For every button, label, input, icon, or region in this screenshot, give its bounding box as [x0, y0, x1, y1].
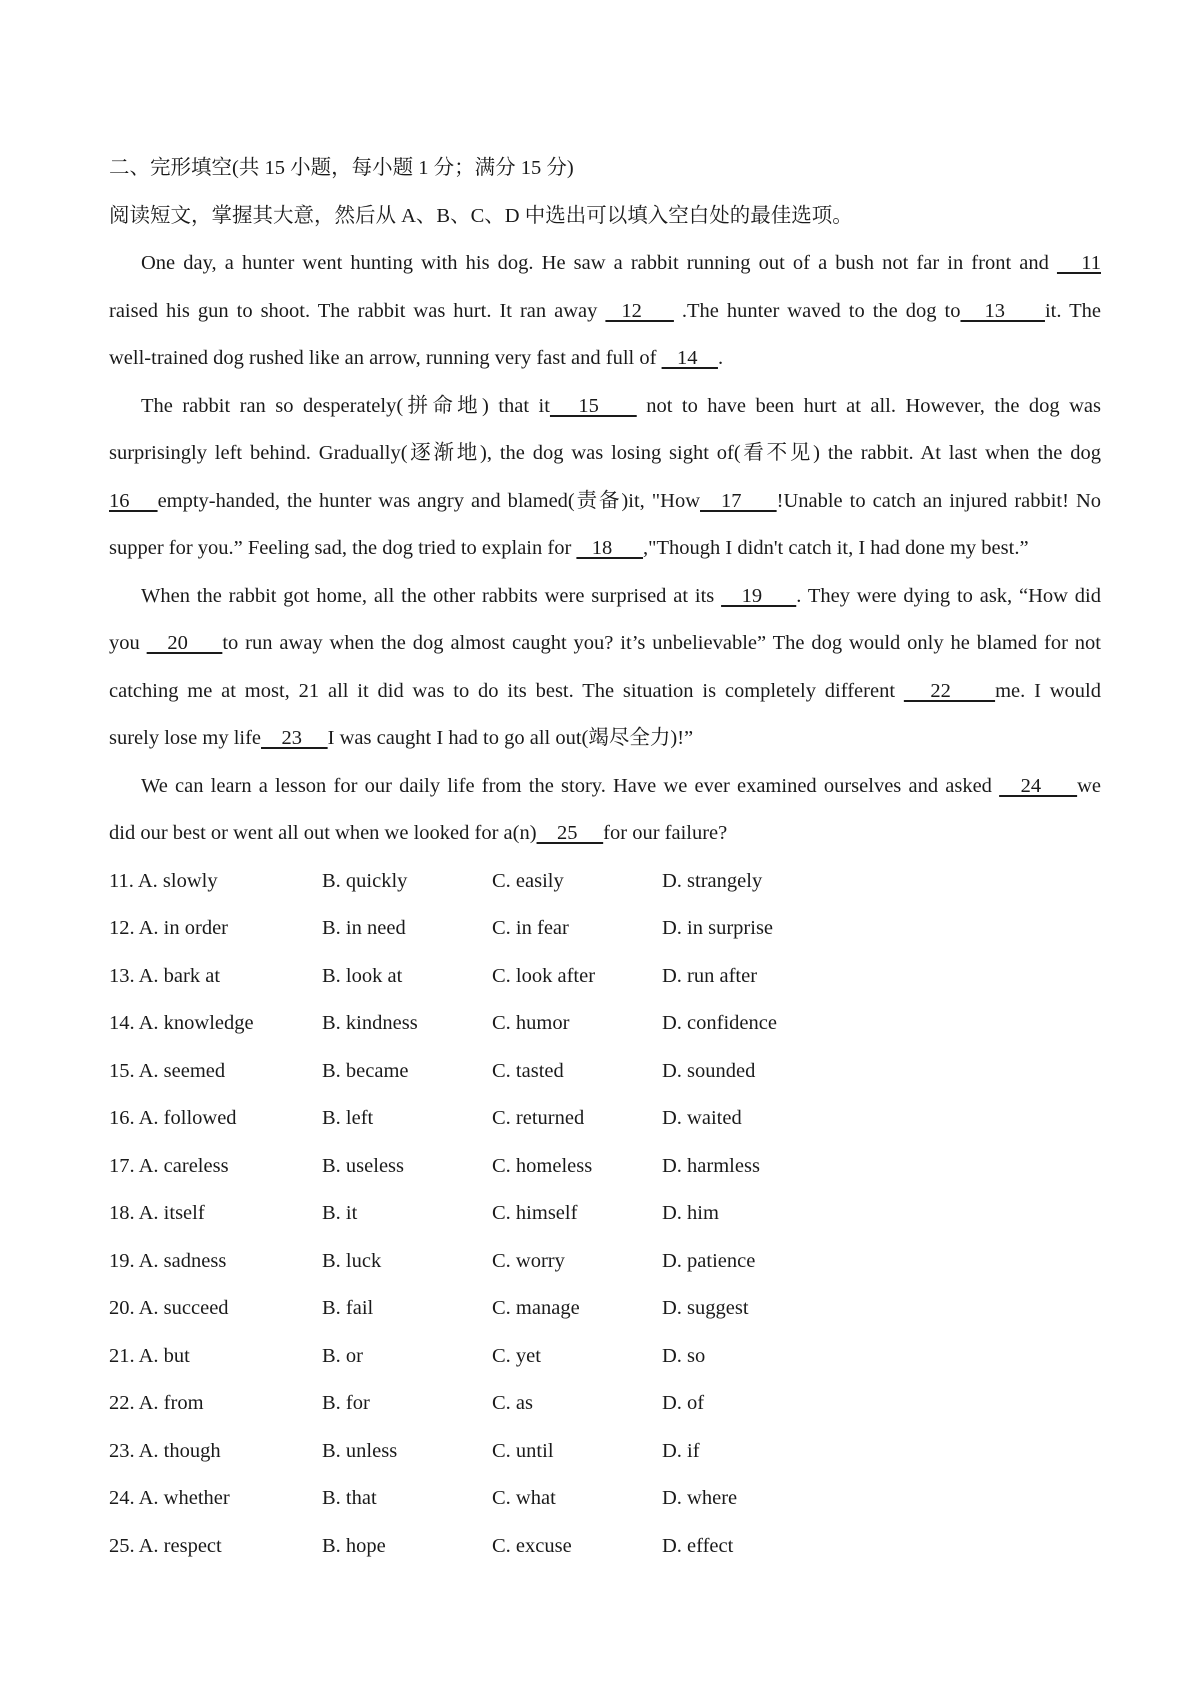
- option-c: C. worry: [492, 1249, 565, 1272]
- option-d: D. where: [662, 1487, 738, 1509]
- passage-text: surely lose my life: [109, 727, 262, 749]
- option-b: B. look at: [322, 964, 403, 987]
- option-a: 18. A. itself: [109, 1202, 205, 1224]
- option-d: D. patience: [662, 1249, 756, 1272]
- passage-line: [109, 525, 1101, 573]
- option-b: B. for: [322, 1392, 370, 1414]
- blank-18: 18: [576, 537, 644, 559]
- question-row: [109, 1238, 1101, 1286]
- option-d: D. confidence: [662, 1012, 777, 1034]
- question-row: [109, 953, 1101, 1001]
- passage-line: [109, 763, 1101, 811]
- question-row: [109, 1475, 1101, 1523]
- option-a: 23. A. though: [109, 1439, 221, 1462]
- option-a: 13. A. bark at: [109, 964, 221, 987]
- option-c: C. himself: [492, 1202, 578, 1224]
- option-b: B. it: [322, 1202, 358, 1224]
- question-row: [109, 1380, 1101, 1428]
- option-b: B. that: [322, 1487, 377, 1509]
- option-b: B. useless: [322, 1154, 404, 1177]
- passage-text: .: [717, 347, 724, 369]
- passage-text: supper for you.” Feeling sad, the dog tried to explain for: [109, 537, 577, 559]
- passage-line: [109, 240, 1101, 288]
- option-a: 11. A. slowly: [109, 869, 218, 892]
- option-c: C. tasted: [492, 1059, 564, 1082]
- option-b: B. kindness: [322, 1012, 418, 1034]
- option-a: 14. A. knowledge: [109, 1012, 254, 1034]
- passage-line: [109, 478, 1101, 526]
- option-c: C. easily: [492, 869, 564, 892]
- option-c: C. humor: [492, 1012, 570, 1034]
- option-d: D. in surprise: [662, 917, 774, 939]
- option-a: 19. A. sadness: [109, 1249, 227, 1272]
- option-b: B. became: [322, 1059, 409, 1082]
- question-row: [109, 1428, 1101, 1476]
- option-d: D. so: [662, 1344, 706, 1367]
- question-row: [109, 1285, 1101, 1333]
- option-b: B. quickly: [322, 869, 408, 892]
- option-d: D. effect: [662, 1534, 734, 1557]
- option-b: B. unless: [322, 1439, 398, 1462]
- passage-text: me. I would: [995, 679, 1102, 702]
- passage-line: [109, 810, 1101, 858]
- question-row: [109, 905, 1101, 953]
- blank-22: 22: [903, 679, 996, 702]
- option-b: B. left: [322, 1107, 374, 1129]
- question-options: [109, 858, 1101, 1571]
- passage-text: I was caught I had to go all out(竭尽全力)!”: [327, 727, 694, 749]
- passage-line: [109, 383, 1101, 431]
- option-a: 24. A. whether: [109, 1487, 230, 1509]
- passage-text: it. The: [1044, 299, 1101, 322]
- passage-text: One day, a hunter went hunting with his dog. He saw a rabbit running out of a bush not far in front and: [141, 252, 1057, 274]
- option-b: B. in need: [322, 917, 406, 939]
- question-row: [109, 1000, 1101, 1048]
- passage-text: you: [109, 632, 147, 654]
- blank-23: 23: [261, 727, 328, 749]
- blank-20: 20: [146, 632, 223, 654]
- passage-text: we: [1077, 774, 1102, 797]
- passage-line: [109, 288, 1101, 336]
- option-a: 16. A. followed: [109, 1107, 237, 1129]
- question-row: [109, 1190, 1101, 1238]
- cloze-passage: [109, 240, 1101, 858]
- option-d: D. suggest: [662, 1297, 749, 1319]
- option-a: 15. A. seemed: [109, 1059, 226, 1082]
- option-c: C. excuse: [492, 1534, 572, 1557]
- question-row: [109, 1333, 1101, 1381]
- passage-text: catching me at most, 21 all it did was to do its best. The situation is completely different: [109, 679, 904, 702]
- passage-line: [109, 668, 1101, 716]
- question-row: [109, 858, 1101, 906]
- passage-text: did our best or went all out when we looked for a(n): [109, 822, 537, 844]
- blank-15: 15: [549, 394, 637, 417]
- blank-12: 12: [605, 299, 674, 322]
- passage-line: [109, 620, 1101, 668]
- instructions: 阅读短文，掌握其大意，然后从 A、B、C、D 中选出可以填入空白处的最佳选项。: [109, 204, 853, 227]
- section-title: 二、完形填空(共 15 小题，每小题 1 分；满分 15 分): [109, 157, 574, 179]
- passage-text: surprisingly left behind. Gradually(逐渐地), the dog was losing sight of(看不见) the rabbit. At last when the dog: [109, 442, 1101, 464]
- question-row: [109, 1048, 1101, 1096]
- passage-text: .The hunter waved to the dog to: [673, 299, 961, 322]
- option-d: D. waited: [662, 1107, 742, 1129]
- option-c: C. as: [492, 1392, 533, 1414]
- passage-line: [109, 715, 1101, 763]
- option-c: C. yet: [492, 1344, 541, 1367]
- option-c: C. manage: [492, 1297, 580, 1319]
- option-d: D. harmless: [662, 1154, 760, 1177]
- passage-text: for our failure?: [603, 822, 728, 844]
- passage-text: to run away when the dog almost caught you? it’s unbelievable” The dog would only he blamed for not: [222, 632, 1102, 654]
- option-c: C. in fear: [492, 917, 569, 939]
- option-a: 22. A. from: [109, 1392, 204, 1414]
- question-row: [109, 1143, 1101, 1191]
- option-c: C. homeless: [492, 1154, 593, 1177]
- passage-text: We can learn a lesson for our daily life from the story. Have we ever examined ourselves and asked: [141, 774, 1000, 797]
- passage-text: ,"Though I didn't catch it, I had done my best.”: [643, 537, 1029, 559]
- option-d: D. him: [662, 1202, 719, 1224]
- option-d: D. strangely: [662, 869, 763, 892]
- blank-16: 16: [109, 489, 158, 512]
- option-b: B. hope: [322, 1534, 386, 1557]
- blank-25: 25: [536, 822, 604, 844]
- passage-text: . They were dying to ask, “How did: [796, 584, 1102, 607]
- option-b: B. fail: [322, 1297, 374, 1319]
- option-a: 25. A. respect: [109, 1534, 222, 1557]
- blank-19: 19: [721, 584, 797, 607]
- option-a: 20. A. succeed: [109, 1297, 229, 1319]
- option-b: B. luck: [322, 1249, 382, 1272]
- option-a: 21. A. but: [109, 1344, 190, 1367]
- passage-line: [109, 573, 1101, 621]
- passage-line: [109, 335, 1101, 383]
- option-a: 12. A. in order: [109, 917, 228, 939]
- blank-13: 13: [960, 299, 1045, 322]
- passage-text: When the rabbit got home, all the other rabbits were surprised at its: [141, 584, 722, 607]
- option-a: 17. A. careless: [109, 1154, 229, 1177]
- option-d: D. sounded: [662, 1059, 756, 1082]
- option-d: D. run after: [662, 964, 758, 987]
- option-c: C. returned: [492, 1107, 585, 1129]
- passage-text: well-trained dog rushed like an arrow, running very fast and full of: [109, 347, 662, 369]
- passage-text: The rabbit ran so desperately(拼命地) that it: [141, 394, 550, 417]
- blank-11: 11: [1056, 252, 1101, 274]
- blank-14: 14: [661, 347, 718, 369]
- option-c: C. look after: [492, 964, 596, 987]
- passage-text: !Unable to catch an injured rabbit! No: [776, 489, 1102, 512]
- blank-17: 17: [700, 489, 777, 512]
- option-b: B. or: [322, 1344, 363, 1367]
- option-d: D. if: [662, 1439, 700, 1462]
- passage-line: [109, 430, 1101, 478]
- question-row: [109, 1095, 1101, 1143]
- cloze-section: [109, 145, 1101, 1570]
- question-row: [109, 1523, 1101, 1571]
- passage-text: raised his gun to shoot. The rabbit was hurt. It ran away: [109, 299, 606, 322]
- passage-text: empty-handed, the hunter was angry and blamed(责备)it, "How: [157, 489, 701, 512]
- option-c: C. what: [492, 1487, 556, 1509]
- option-c: C. until: [492, 1439, 554, 1462]
- passage-text: not to have been hurt at all. However, the dog was: [636, 394, 1101, 417]
- option-d: D. of: [662, 1392, 705, 1414]
- blank-24: 24: [999, 774, 1078, 797]
